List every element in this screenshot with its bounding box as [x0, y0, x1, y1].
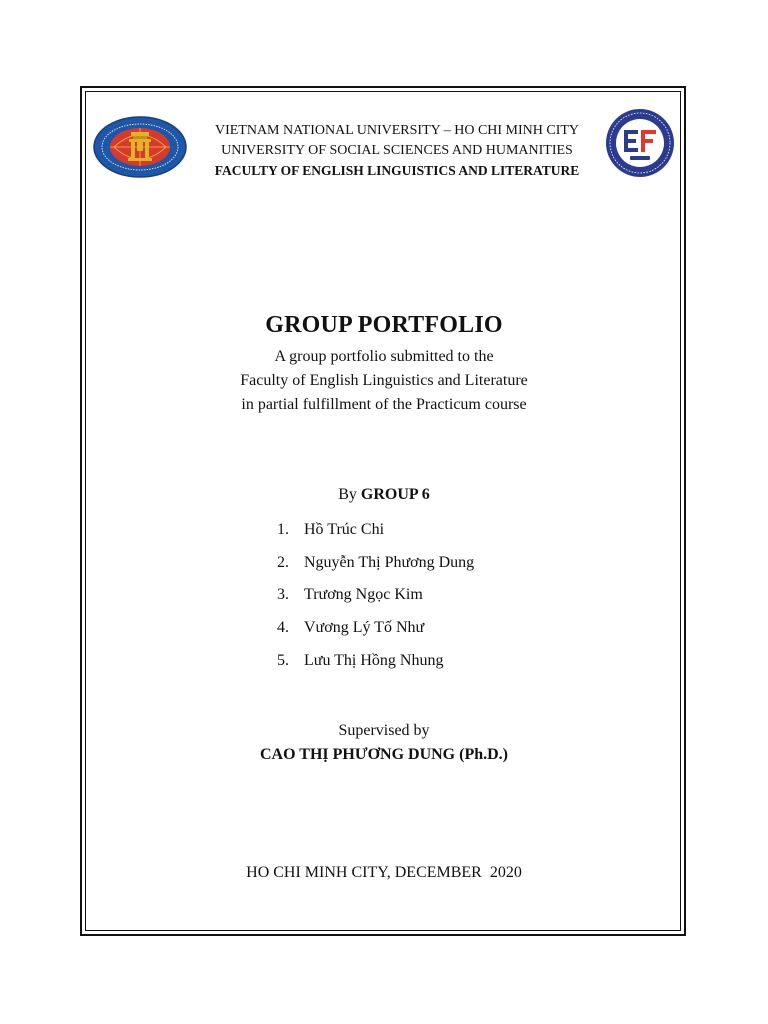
- member-number: 5.: [277, 651, 289, 669]
- university-seal-icon: [92, 115, 188, 179]
- header-line-ussh: UNIVERSITY OF SOCIAL SCIENCES AND HUMANITIES: [221, 143, 573, 158]
- list-item: [277, 650, 474, 683]
- supervised-label: Supervised by: [338, 722, 430, 739]
- member-name: Trương Ngọc Kim: [304, 586, 423, 604]
- subtitle-line-1: A group portfolio submitted to the: [274, 348, 494, 365]
- institution-header: [190, 121, 604, 181]
- list-item: [277, 584, 474, 617]
- group-name: GROUP 6: [360, 486, 430, 503]
- member-list: [277, 519, 474, 682]
- member-number: 3.: [277, 586, 289, 604]
- subtitle-line-2: Faculty of English Linguistics and Literature: [240, 372, 528, 389]
- place-date-footer: HO CHI MINH CITY, DECEMBER 2020: [246, 864, 522, 881]
- page-border-inner: [85, 91, 681, 931]
- header-line-vnu: VIETNAM NATIONAL UNIVERSITY – HO CHI MINH CITY: [214, 123, 580, 138]
- portfolio-title: GROUP PORTFOLIO: [265, 312, 503, 338]
- member-name: Hồ Trúc Chi: [304, 521, 385, 538]
- group-byline: [0, 486, 768, 504]
- ef-faculty-seal-icon: [604, 106, 676, 180]
- header-line-faculty: FACULTY OF ENGLISH LINGUISTICS AND LITERATURE: [214, 163, 580, 178]
- member-name: Nguyễn Thị Phương Dung: [304, 553, 475, 571]
- list-item: [277, 552, 474, 585]
- member-name: Vương Lý Tố Như: [304, 619, 425, 637]
- member-number: 1.: [277, 521, 289, 538]
- byline-prefix: By: [338, 486, 357, 503]
- member-number: 2.: [277, 553, 289, 571]
- list-item: [277, 519, 474, 552]
- list-item: [277, 617, 474, 650]
- member-number: 4.: [277, 619, 289, 637]
- supervisor-name: CAO THỊ PHƯƠNG DUNG (Ph.D.): [260, 746, 508, 763]
- subtitle-line-3: in partial fulfillment of the Practicum course: [241, 396, 527, 413]
- member-name: Lưu Thị Hồng Nhung: [304, 651, 444, 669]
